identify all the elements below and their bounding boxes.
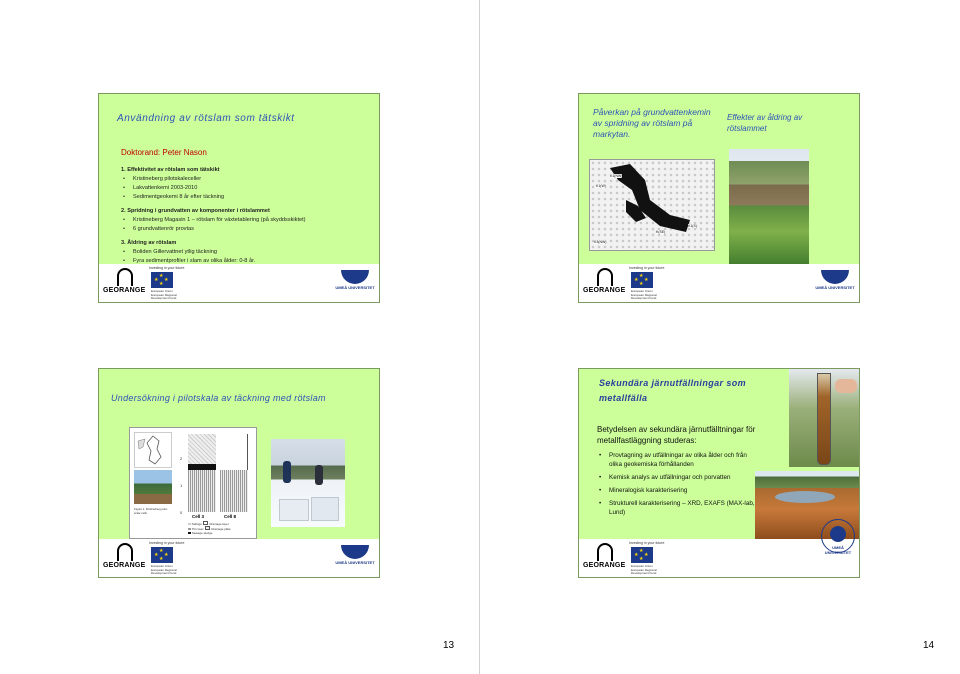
- axis-tick: 0: [180, 510, 183, 515]
- page-number: 14: [923, 640, 935, 651]
- cell-label: Cell 3: [192, 514, 205, 519]
- eu-flag-icon: ★ ★ ★ ★: [151, 547, 173, 563]
- slide-1-title: Användning av rötslam som tätskikt: [117, 113, 295, 124]
- section-2-heading: 2. Spridning i grundvatten av komponenter i rötslammet: [121, 208, 270, 214]
- list-item: • Strukturell karakterisering – XRD, EXAFS (MAX-lab, Lund): [597, 499, 759, 517]
- slide-footer: [99, 539, 379, 577]
- investing-text: Investing in your future: [629, 266, 665, 270]
- list-item: • Kristineberg Magasin 1 – rötslam för växtetablering (på skyddsskiktet): [121, 216, 376, 225]
- groundwater-map: [589, 159, 715, 251]
- list-item: • Kemisk analys av utfällningar och porvatten: [597, 473, 759, 482]
- pilot-cell-figure: [129, 427, 257, 539]
- list-item: • Kristineberg pilotskaleceller: [121, 175, 376, 184]
- figure-legend: Tailings Drainage layer Till cover Drainage plate Sewage sludge: [188, 521, 254, 535]
- map-label: K1(W): [596, 184, 606, 188]
- list-item: • Fyra sedimentprofiler i slam av olika ålder: 0-8 år.: [121, 257, 376, 266]
- field-photo: [271, 439, 345, 527]
- list-item: • Lakvattenkemi 2003-2010: [121, 184, 376, 193]
- sweden-map-inset: [134, 432, 172, 468]
- georange-logo: GEORANGE: [103, 268, 147, 296]
- slide-4-title: Sekundära järnutfällningar som metallfälla: [599, 378, 747, 403]
- axis-tick: 1: [180, 483, 183, 488]
- section-3-heading: 3. Åldring av rötslam: [121, 240, 177, 246]
- slide-4-body: [597, 425, 759, 517]
- map-label: K3(NW): [594, 240, 607, 244]
- slide-footer: [99, 264, 379, 302]
- page-right: [480, 0, 960, 674]
- list-item: • Sedimentgeokemi 8 år efter täckning: [121, 193, 376, 202]
- investing-text: Investing in your future: [629, 541, 665, 545]
- axis-tick: 2: [180, 456, 183, 461]
- slide-footer: [579, 264, 859, 302]
- eu-flag-icon: ★ ★ ★ ★: [631, 272, 653, 288]
- eu-fund-text: European Union European Regional Development Fund: [151, 289, 177, 300]
- slide-2-title-right: Effekter av åldring av rötslammet: [727, 113, 803, 133]
- map-label: K(SE): [656, 230, 666, 234]
- investing-text: Investing in your future: [149, 266, 185, 270]
- slide-4-intro: Betydelsen av sekundära järnutfälltningar för metallfastläggning studeras:: [597, 425, 756, 445]
- eu-fund-text: European Union European Regional Development Fund: [631, 289, 657, 300]
- slide-2-title-left: Påverkan på grundvattenkemin av spridning av rötslam på markytan.: [593, 107, 711, 139]
- eu-fund-text: European Union European Regional Development Fund: [151, 564, 177, 575]
- eu-flag-icon: ★ ★ ★ ★: [151, 272, 173, 288]
- slide-1: [98, 93, 380, 303]
- page-number: 13: [443, 640, 455, 651]
- list-item: • Boliden Gillervattnet ytlig täckning: [121, 248, 376, 257]
- map-label: K1(S): [688, 224, 697, 228]
- figure-caption: Figure 1. Kristineberg pilot-scale cells: [134, 507, 168, 515]
- site-photo: [134, 470, 172, 504]
- slide-3: [98, 368, 380, 578]
- slide-1-subtitle: Doktorand: Peter Nason: [121, 148, 207, 157]
- georange-logo: GEORANGE: [583, 268, 627, 296]
- slide-4: [578, 368, 860, 578]
- slide-3-title: Undersökning i pilotskala av täckning med rötslam: [111, 393, 326, 403]
- section-2-list: [121, 216, 376, 234]
- map-label: K1(NW): [610, 174, 623, 178]
- umea-logo: UMEÅ UNIVERSITET: [815, 270, 855, 294]
- list-item: • Provtagning av utfällningar av olika ålder och från olika geokemiska förhållanden: [597, 451, 759, 469]
- umea-logo: UMEÅ UNIVERSITET: [335, 545, 375, 569]
- eu-flag-icon: ★ ★ ★ ★: [631, 547, 653, 563]
- cell-8-profile: [220, 434, 248, 512]
- aged-sludge-photo: [729, 149, 809, 267]
- section-1-list: [121, 175, 376, 202]
- list-item: • 6 grundvattenrör provtas: [121, 225, 376, 234]
- cell-label: Cell 8: [224, 514, 237, 519]
- sediment-tube-photo: [789, 369, 860, 467]
- slide-1-body: [121, 166, 376, 266]
- slide-2: [578, 93, 860, 303]
- investing-text: Investing in your future: [149, 541, 185, 545]
- list-item: • Mineralogisk karakterisering: [597, 486, 759, 495]
- georange-logo: GEORANGE: [583, 543, 627, 571]
- slide-footer: [579, 539, 859, 577]
- umea-seal-logo: UMEÅ UNIVERSITET: [821, 519, 855, 553]
- slide-4-list: [597, 451, 759, 517]
- georange-logo: GEORANGE: [103, 543, 147, 571]
- umea-logo: UMEÅ UNIVERSITET: [335, 270, 375, 294]
- eu-fund-text: European Union European Regional Development Fund: [631, 564, 657, 575]
- section-1-heading: 1. Effektivitet av rötslam som tätskikt: [121, 167, 220, 173]
- cell-3-profile: [188, 434, 216, 512]
